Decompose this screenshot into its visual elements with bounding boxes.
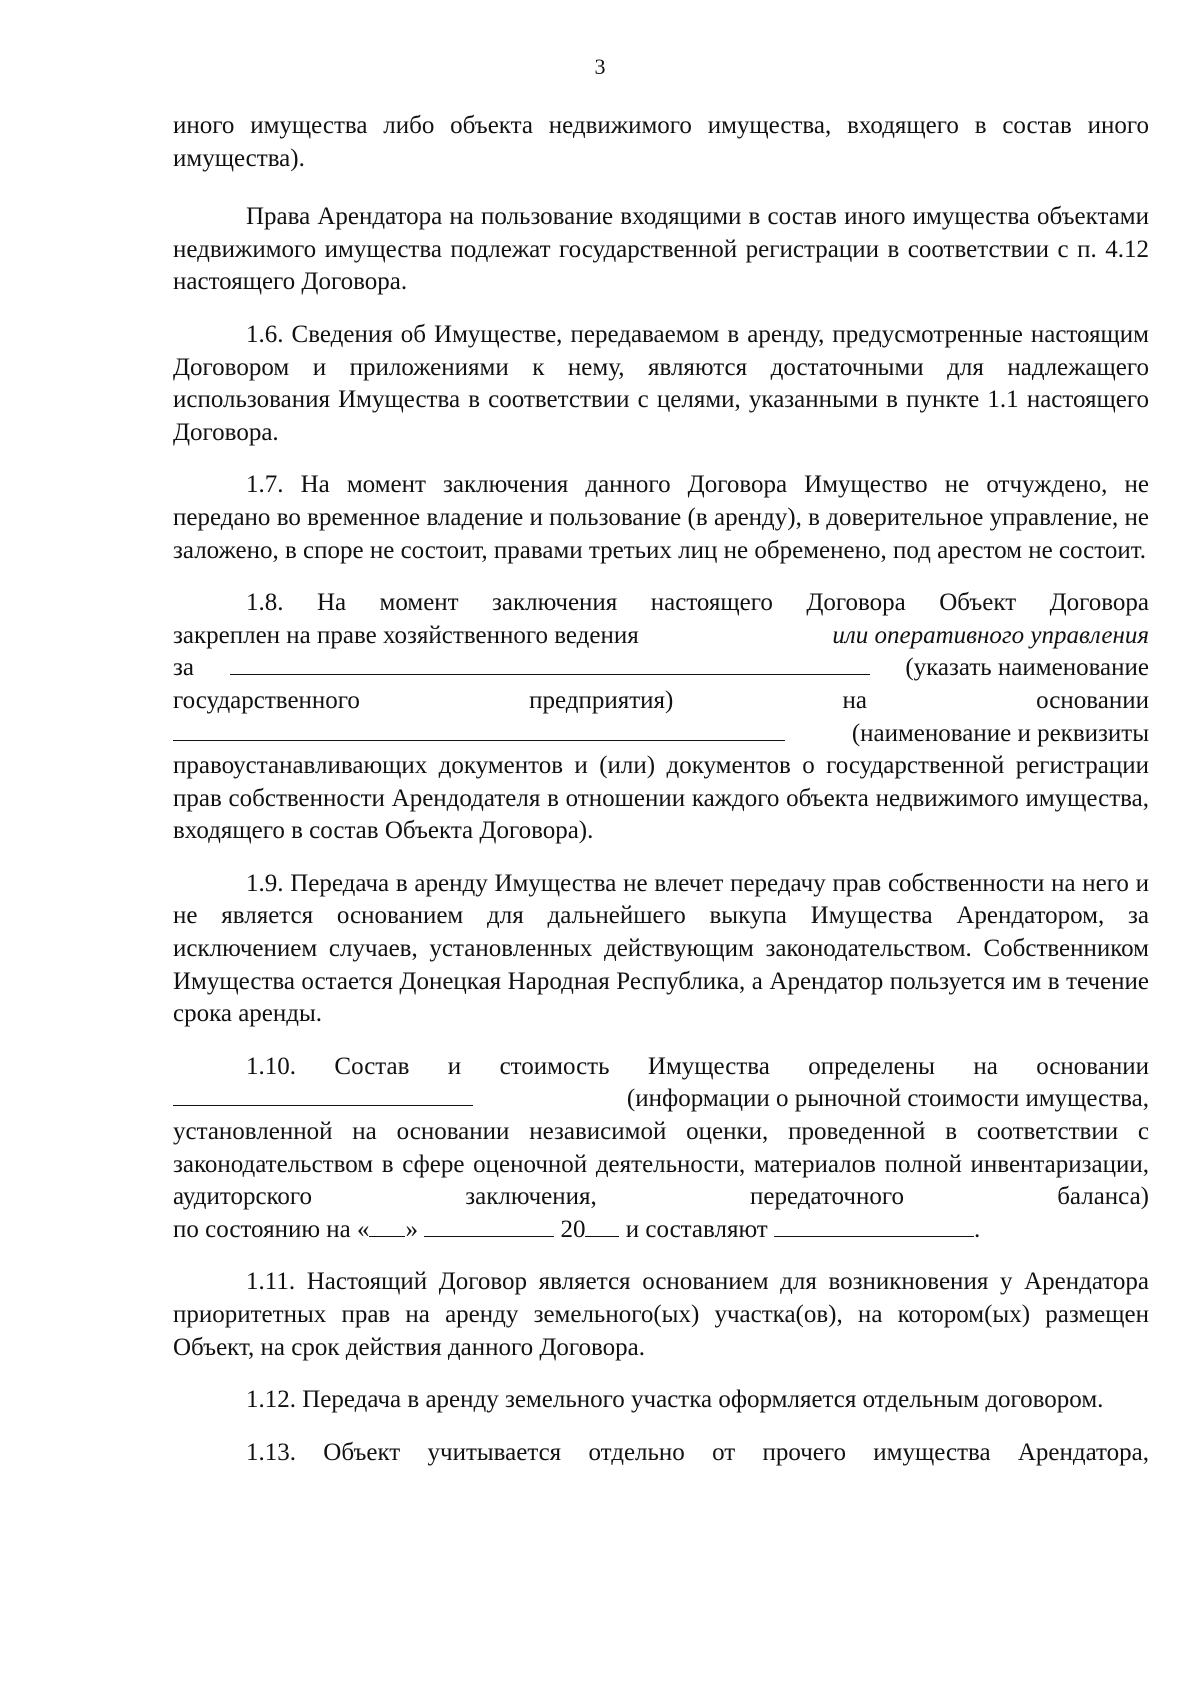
paragraph-1-9: 1.9. Передача в аренду Имущества не влечет передачу прав собственности на него и не является основанием для дальнейшего выкупа Имущества Арендатором, за исключением случаев, установленных действующим законодательством. Собственником Имущества остается Донецкая Народная Республика, а Арендатор пользуется им в течение срока аренды. bbox=[173, 869, 1149, 1028]
fill-in-blank-month[interactable] bbox=[424, 1214, 554, 1237]
paragraph-1-12: 1.12. Передача в аренду земельного участка оформляется отдельным договором. bbox=[246, 1386, 1104, 1414]
paragraph-1-10 bbox=[173, 1051, 1149, 1247]
paragraph-1-6: 1.6. Сведения об Имуществе, передаваемом в аренду, предусмотренные настоящим Договором и приложениями к нему, являются достаточными для надлежащего использования Имущества в соответствии с целями, указанными в пункте 1.1 настоящего Договора. bbox=[173, 320, 1149, 446]
document-body bbox=[173, 110, 1149, 1489]
paragraph-1-8-line3: за (указать наименование bbox=[173, 654, 1149, 682]
paragraph-1-10-line1: 1.10. Состав и стоимость Имущества определены на основании bbox=[246, 1052, 1149, 1080]
paragraph-1-8-rest: правоустанавливающих документов и (или) документов о государственной регистрации прав собственности Арендодателя в отношении каждого объекта недвижимого имущества, входящего в состав Объекта Договора). bbox=[173, 752, 1149, 845]
paragraph-tenant-rights: Права Арендатора на пользование входящими в состав иного имущества объектами недвижимого имущества подлежат государственной регистрации в соответствии с п. 4.12 настоящего Договора. bbox=[173, 203, 1149, 296]
paragraph-1-10-middle: установленной на основании независимой оценки, проведенной в соответствии с законодательством в сфере оценочной деятельности, материалов полной инвентаризации, аудиторского заключения, передаточного баланса) bbox=[173, 1118, 1149, 1211]
paragraph-continuation: иного имущества либо объекта недвижимого имущества, входящего в состав иного имущества). bbox=[173, 112, 1149, 172]
paragraph-1-11: 1.11. Настоящий Договор является основанием для возникновения у Арендатора приоритетных прав на аренду земельного(ых) участка(ов), на котором(ых) размещен Объект, на срок действия данного Договора. bbox=[173, 1268, 1149, 1361]
paragraph-1-8-line4: государственного предприятия) на основании bbox=[173, 686, 1149, 714]
fill-in-blank-basis[interactable] bbox=[173, 718, 785, 741]
paragraph-1-8-line5: (наименование и реквизиты bbox=[173, 718, 1149, 751]
fill-in-blank-day[interactable] bbox=[369, 1214, 405, 1237]
page-number: 3 bbox=[594, 54, 606, 79]
fill-in-blank-amount[interactable] bbox=[774, 1214, 974, 1237]
paragraph-1-13: 1.13. Объект учитывается отдельно от прочего имущества Арендатора, bbox=[246, 1438, 1149, 1466]
paragraph-1-8-line2: закреплен на праве хозяйственного ведения или оперативного управления bbox=[173, 621, 1149, 649]
paragraph-1-7: 1.7. На момент заключения данного Договора Имущество не отчуждено, не передано во временное владение и пользование (в аренду), в доверительное управление, не заложено, в споре не состоит, правами третьих лиц не обременено, под арестом не состоит. bbox=[173, 471, 1149, 564]
fill-in-blank-valuation-basis[interactable] bbox=[173, 1083, 473, 1106]
paragraph-1-10-line2: (информации о рыночной стоимости имущества, bbox=[173, 1083, 1149, 1116]
fill-in-blank-enterprise[interactable] bbox=[230, 652, 870, 675]
paragraph-1-8-line1: 1.8. На момент заключения настоящего Договора Объект Договора bbox=[246, 589, 1149, 617]
paragraph-1-10-last-line: по состоянию на « » 20 и составляют . bbox=[173, 1215, 981, 1243]
paragraph-1-8 bbox=[173, 587, 1149, 848]
fill-in-blank-year[interactable] bbox=[585, 1214, 619, 1237]
